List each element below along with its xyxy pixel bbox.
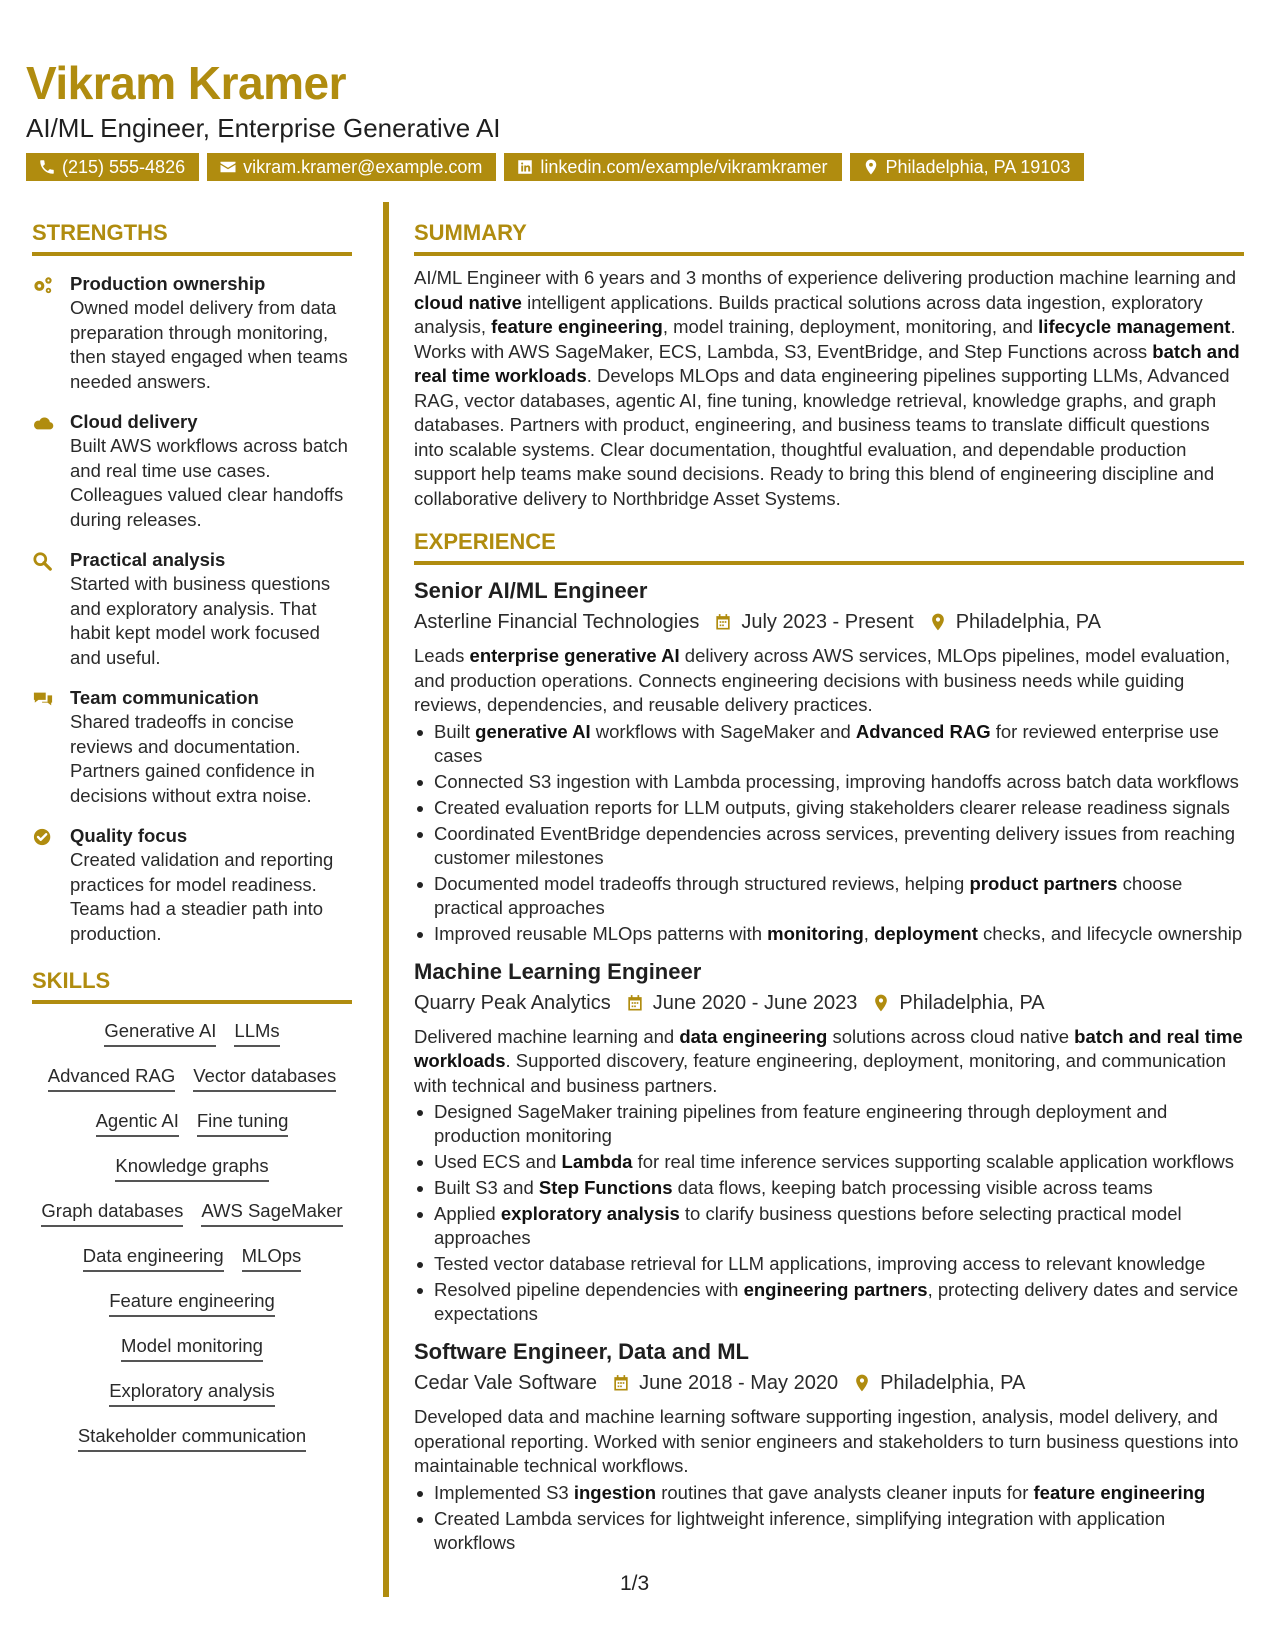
- job-bullet: Documented model tradeoffs through structured reviews, helping product partners choose practical approaches: [414, 872, 1244, 920]
- skill-tag: Data engineering: [83, 1245, 224, 1272]
- job-bullet: Applied exploratory analysis to clarify business questions before selecting practical model approaches: [414, 1202, 1244, 1250]
- job-title: Senior AI/ML Engineer: [414, 578, 648, 603]
- strength-item: [32, 548, 352, 670]
- strength-item: [32, 686, 352, 808]
- skills-row: [32, 1194, 352, 1239]
- job-entry: [414, 1338, 1244, 1555]
- linkedin-icon: [516, 158, 534, 176]
- page-number: 1/3: [620, 1572, 650, 1595]
- skill-tag: Vector databases: [193, 1065, 336, 1092]
- job-company: Quarry Peak Analytics: [414, 991, 611, 1014]
- contact-bar: [26, 153, 1084, 181]
- skills-row: [32, 1014, 352, 1059]
- skills-row: [32, 1059, 352, 1104]
- job-meta: [414, 989, 1244, 1017]
- job-bullets: [414, 720, 1244, 946]
- map-pin-icon: [852, 1373, 872, 1393]
- skill-tag: Graph databases: [41, 1200, 183, 1227]
- summary-text: AI/ML Engineer with 6 years and 3 months of experience delivering production machine learning and cloud native intelligent applications. Builds practical solutions across data ingestion, exploratory analysis, feature engineering, model training, deployment, monitoring, and lifecycle management. Works with AWS SageMaker, ECS, Lambda, S3, EventBridge, and Step Functions across batch and real time workloads. Develops MLOps and data engineering pipelines supporting LLMs, Advanced RAG, vector databases, agentic AI, fine tuning, knowledge retrieval, knowledge graphs, and graph databases. Partners with product, engineering, and business teams to translate difficult questions into scalable systems. Clear documentation, thoughtful evaluation, and dependable production support help teams make sound decisions. Ready to bring this blend of engineering discipline and collaborative delivery to Northbridge Asset Systems.: [414, 267, 1240, 509]
- skill-tag: Model monitoring: [121, 1335, 263, 1362]
- phone-chip[interactable]: [26, 153, 199, 181]
- map-pin-icon: [928, 612, 948, 632]
- job-location: Philadelphia, PA: [955, 611, 1101, 633]
- location-text: Philadelphia, PA 19103: [885, 157, 1071, 177]
- left-column: [32, 220, 352, 1464]
- strength-desc: Started with business questions and exploratory analysis. That habit kept model work focused and useful.: [70, 573, 331, 668]
- map-pin-icon: [871, 993, 891, 1013]
- skill-tag: Advanced RAG: [48, 1065, 176, 1092]
- summary-heading: SUMMARY: [414, 220, 1244, 256]
- skills-row: [32, 1329, 352, 1374]
- right-column: [414, 220, 1244, 1557]
- skills-row: [32, 1284, 352, 1329]
- job-location: Philadelphia, PA: [899, 991, 1045, 1014]
- strength-item: [32, 272, 352, 394]
- search-icon: [32, 551, 54, 571]
- strength-desc: Created validation and reporting practices for model readiness. Teams had a steadier path into production.: [70, 849, 334, 944]
- strength-title: Team communication: [70, 687, 259, 708]
- skill-tag: Feature engineering: [109, 1290, 275, 1317]
- skills-heading: SKILLS: [32, 968, 352, 1004]
- job-entry: [414, 577, 1244, 946]
- skill-tag: MLOps: [242, 1245, 302, 1272]
- strength-title: Production ownership: [70, 273, 266, 294]
- skill-tag: Stakeholder communication: [78, 1425, 306, 1452]
- email-text: vikram.kramer@example.com: [243, 157, 483, 177]
- strength-title: Practical analysis: [70, 549, 226, 570]
- job-location: Philadelphia, PA: [880, 1372, 1026, 1394]
- job-bullet: Tested vector database retrieval for LLM applications, improving access to relevant knowledge: [414, 1252, 1244, 1276]
- strength-title: Cloud delivery: [70, 411, 198, 432]
- strength-desc: Owned model delivery from data preparation through monitoring, then stayed engaged when teams needed answers.: [70, 297, 348, 392]
- skills-row: [32, 1419, 352, 1464]
- job-bullet: Created evaluation reports for LLM outputs, giving stakeholders clearer release readiness signals: [414, 796, 1244, 820]
- comments-icon: [32, 689, 54, 709]
- candidate-name: Vikram Kramer: [26, 57, 346, 109]
- skills-row: [32, 1239, 352, 1284]
- strength-item: [32, 410, 352, 532]
- job-company: Asterline Financial Technologies: [414, 611, 700, 633]
- strength-desc: Shared tradeoffs in concise reviews and documentation. Partners gained confidence in decisions without extra noise.: [70, 711, 315, 806]
- job-bullet: Used ECS and Lambda for real time inference services supporting scalable application workflows: [414, 1150, 1244, 1174]
- skill-tag: LLMs: [234, 1020, 279, 1047]
- phone-text: (215) 555-4826: [62, 157, 186, 177]
- job-bullet: Implemented S3 ingestion routines that gave analysts cleaner inputs for feature engineering: [414, 1481, 1244, 1505]
- job-bullet: Created Lambda services for lightweight inference, simplifying integration with application workflows: [414, 1507, 1244, 1555]
- job-bullets: [414, 1481, 1244, 1555]
- linkedin-chip[interactable]: [504, 153, 841, 181]
- location-chip[interactable]: [850, 153, 1085, 181]
- skill-tag: Generative AI: [104, 1020, 216, 1047]
- strength-desc: Built AWS workflows across batch and real time use cases. Colleagues valued clear handoffs during releases.: [70, 435, 348, 530]
- skill-tag: Fine tuning: [197, 1110, 289, 1137]
- job-bullets: [414, 1100, 1244, 1326]
- job-bullet: Improved reusable MLOps patterns with monitoring, deployment checks, and lifecycle ownership: [414, 922, 1244, 946]
- job-entry: [414, 958, 1244, 1327]
- job-title: Software Engineer, Data and ML: [414, 1339, 749, 1364]
- job-bullet: Resolved pipeline dependencies with engineering partners, protecting delivery dates and service expectations: [414, 1278, 1244, 1326]
- job-description: Developed data and machine learning software supporting ingestion, analysis, model delivery, and operational reporting. Worked with senior engineers and stakeholders to turn business questions into maintainable technical workflows.: [414, 1406, 1239, 1476]
- job-bullet: Coordinated EventBridge dependencies across services, preventing delivery issues from reaching customer milestones: [414, 822, 1244, 870]
- check-circle-icon: [32, 827, 54, 847]
- job-company: Cedar Vale Software: [414, 1372, 598, 1394]
- linkedin-text: linkedin.com/example/vikramkramer: [540, 157, 828, 177]
- map-pin-icon: [862, 158, 880, 176]
- experience-list: [414, 577, 1244, 1555]
- email-chip[interactable]: [207, 153, 496, 181]
- skill-tag: Agentic AI: [96, 1110, 179, 1137]
- job-dates: June 2018 - May 2020: [639, 1372, 839, 1394]
- skills-row: [32, 1149, 352, 1194]
- skills-row: [32, 1374, 352, 1419]
- job-description: Delivered machine learning and data engineering solutions across cloud native batch and real time workloads. Supported discovery, feature engineering, deployment, monitoring, and communication with technical and business partners.: [414, 1025, 1243, 1096]
- skill-tag: Exploratory analysis: [109, 1380, 275, 1407]
- skills-list: [32, 1014, 352, 1464]
- job-bullet: Connected S3 ingestion with Lambda processing, improving handoffs across batch data workflows: [414, 770, 1244, 794]
- job-description: Leads enterprise generative AI delivery across AWS services, MLOps pipelines, model evaluation, and production operations. Connects engineering decisions with business needs while guiding reviews, dependencies, and reusable delivery practices.: [414, 645, 1231, 715]
- calendar-icon: [611, 1373, 631, 1393]
- strength-title: Quality focus: [70, 825, 188, 846]
- job-bullet: Built generative AI workflows with SageMaker and Advanced RAG for reviewed enterprise use cases: [414, 720, 1244, 768]
- skill-tag: AWS SageMaker: [201, 1200, 342, 1227]
- calendar-icon: [625, 993, 645, 1013]
- job-meta: [414, 608, 1244, 636]
- calendar-icon: [713, 612, 733, 632]
- experience-heading: EXPERIENCE: [414, 529, 1244, 565]
- job-title: Machine Learning Engineer: [414, 958, 702, 984]
- job-bullet: Designed SageMaker training pipelines from feature engineering through deployment and production monitoring: [414, 1100, 1244, 1148]
- column-divider: [383, 202, 389, 1597]
- job-dates: July 2023 - Present: [741, 611, 914, 633]
- phone-icon: [38, 158, 56, 176]
- job-dates: June 2020 - June 2023: [652, 991, 858, 1014]
- strength-item: [32, 824, 352, 946]
- job-meta: [414, 1369, 1244, 1397]
- candidate-role: AI/ML Engineer, Enterprise Generative AI: [26, 113, 501, 143]
- skill-tag: Knowledge graphs: [115, 1155, 268, 1182]
- envelope-icon: [219, 158, 237, 176]
- gears-icon: [32, 275, 54, 295]
- skills-row: [32, 1104, 352, 1149]
- cloud-icon: [32, 413, 54, 433]
- strengths-heading: STRENGTHS: [32, 220, 352, 256]
- job-bullet: Built S3 and Step Functions data flows, keeping batch processing visible across teams: [414, 1176, 1244, 1200]
